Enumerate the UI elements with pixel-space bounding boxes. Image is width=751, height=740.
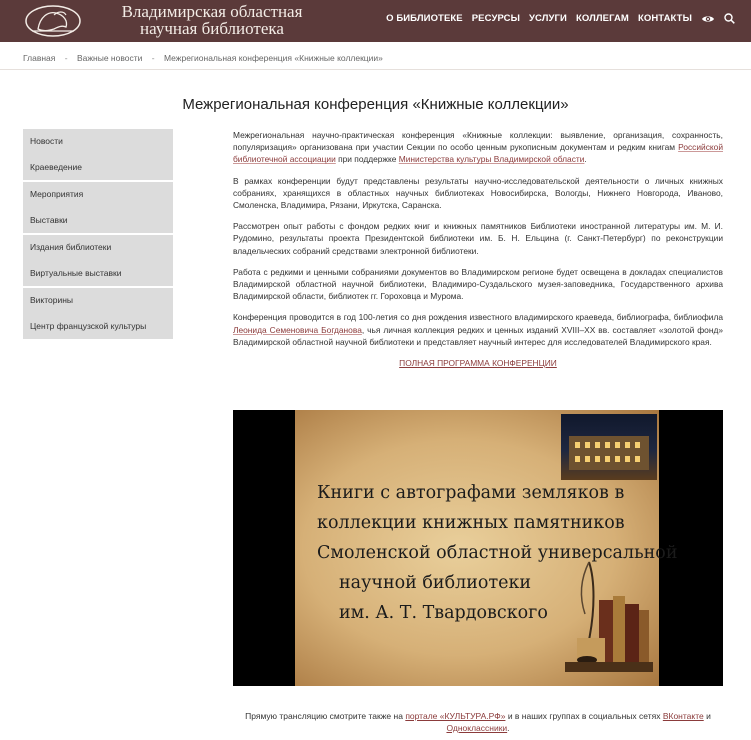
library-logo-icon[interactable] — [24, 3, 82, 39]
library-photo — [561, 414, 657, 480]
sidebar-item-events[interactable]: Мероприятия — [30, 189, 84, 199]
page-title: Межрегиональная конференция «Книжные коллекции» — [182, 96, 569, 113]
header-divider — [0, 69, 751, 70]
main-nav — [377, 13, 735, 24]
building-shape — [569, 436, 649, 470]
article-body — [233, 129, 723, 375]
sidebar-item-french-center[interactable]: Центр французской культуры — [30, 320, 147, 331]
text: Межрегиональная научно-практическая конференция «Книжные коллекции: выявление, организация, сохранность, популяризация» организована при участии Секции по особо ценным рукописным документам и редким книгам — [233, 130, 723, 153]
slide-line: коллекции книжных памятников — [317, 513, 625, 533]
sidebar-item-publications[interactable]: Издания библиотеки — [30, 242, 112, 252]
paragraph — [233, 311, 723, 348]
breadcrumb-home[interactable]: Главная — [23, 53, 56, 63]
text: Конференция проводится в год 100-летия со дня рождения известного владимирского краеведа, библиографа, библиофила — [233, 312, 723, 323]
text: . — [584, 154, 587, 165]
breadcrumb-current: Межрегиональная конференция «Книжные коллекции» — [163, 53, 383, 63]
breadcrumb — [23, 53, 383, 63]
bogdanov-link[interactable]: Леонида Семеновича Богданова — [233, 324, 362, 335]
full-program-link[interactable]: ПОЛНАЯ ПРОГРАММА КОНФЕРЕНЦИИ — [399, 358, 557, 369]
rba-link[interactable]: Российской библиотечной ассоциации — [233, 142, 723, 165]
site-name-line2: научная библиотека — [140, 19, 284, 38]
text: , чья личная коллекция редких и ценных изданий XVIII–XX вв. составляет «золотой фонд» Владимирской областной научной библиотеки и представляет научный интерес для исследователей Владимирского края. — [233, 324, 723, 347]
sidebar-item-quizzes[interactable]: Викторины — [30, 295, 74, 305]
sidebar-item-news[interactable]: Новости — [30, 136, 63, 146]
text: при поддержке — [335, 154, 399, 165]
text: Прямую трансляцию смотрите также на — [245, 711, 406, 721]
slide-line: научной библиотеки — [339, 573, 532, 593]
nav-contacts[interactable]: КОНТАКТЫ — [637, 13, 692, 24]
sidebar-group — [23, 288, 173, 341]
program-link-wrap — [233, 357, 723, 369]
vk-link[interactable]: ВКонтакте — [662, 711, 704, 721]
video-player[interactable] — [233, 410, 723, 686]
text: и в наших группах в социальных сетях — [505, 711, 663, 721]
breadcrumb-separator: - — [151, 53, 155, 63]
kultura-portal-link[interactable]: портале «КУЛЬТУРА.РФ» — [405, 711, 506, 721]
paragraph: Рассмотрен опыт работы с фондом редких книг и книжных памятников Библиотеки иностранной литературы им. М. И. Рудомино, результаты проекта Президентской библиотеки им. Б. Н. Ельцина (г. Санкт-Петербург) по реконструкции владельческих собраний средствами электронной библиотеки. — [233, 221, 723, 256]
search-icon[interactable] — [724, 13, 735, 24]
breadcrumb-news[interactable]: Важные новости — [76, 53, 143, 63]
sidebar-menu — [23, 129, 173, 341]
slide-line: им. А. Т. Твардовского — [339, 603, 548, 623]
books-quill-icon — [559, 560, 653, 676]
site-name-line1: Владимирская областная — [121, 2, 303, 21]
paragraph — [233, 129, 723, 166]
nav-resources[interactable]: РЕСУРСЫ — [471, 13, 521, 24]
sidebar-group — [23, 182, 173, 235]
nav-colleagues[interactable]: КОЛЛЕГАМ — [575, 13, 629, 24]
nav-services[interactable]: УСЛУГИ — [529, 13, 567, 24]
site-name[interactable] — [92, 3, 332, 37]
nav-about[interactable]: О БИБЛИОТЕКЕ — [386, 13, 463, 24]
site-header — [0, 0, 751, 42]
sidebar-item-local-history[interactable]: Краеведение — [30, 161, 82, 172]
sidebar-item-virtual-exhibitions[interactable]: Виртуальные выставки — [30, 267, 122, 278]
sidebar-group — [23, 235, 173, 288]
video-slide — [295, 410, 678, 686]
text: и — [703, 711, 711, 721]
paragraph: Работа с редкими и ценными собраниями документов во Владимирском регионе будет освещена в докладах специалистов Владимирской областной научной библиотеки, Владимиро-Суздальского музея-заповедника, Государственного архива Владимирской области, библиотек гг. Гороховца и Мурома. — [233, 266, 723, 302]
ministry-link[interactable]: Министерства культуры Владимирской области — [398, 154, 585, 165]
broadcast-note — [233, 710, 723, 734]
ok-link[interactable]: Одноклассники — [446, 723, 508, 733]
sidebar-group — [23, 129, 173, 182]
paragraph: В рамках конференции будут представлены результаты научно-исследовательской деятельности о личных книжных собраниях, хранящихся в областных научных библиотеках Новосибирска, Вологды, Нижнего Новгорода, Иваново, Смоленска, Владимира, Рязани, Иркутска, Саранска. — [233, 175, 723, 211]
sidebar-item-exhibitions[interactable]: Выставки — [30, 214, 68, 225]
slide-line: Книги с автографами земляков в — [317, 483, 625, 503]
text: . — [507, 723, 510, 733]
breadcrumb-separator: - — [64, 53, 68, 63]
eye-icon[interactable] — [701, 14, 715, 24]
slide-line: Смоленской областной универсальной — [317, 543, 678, 563]
